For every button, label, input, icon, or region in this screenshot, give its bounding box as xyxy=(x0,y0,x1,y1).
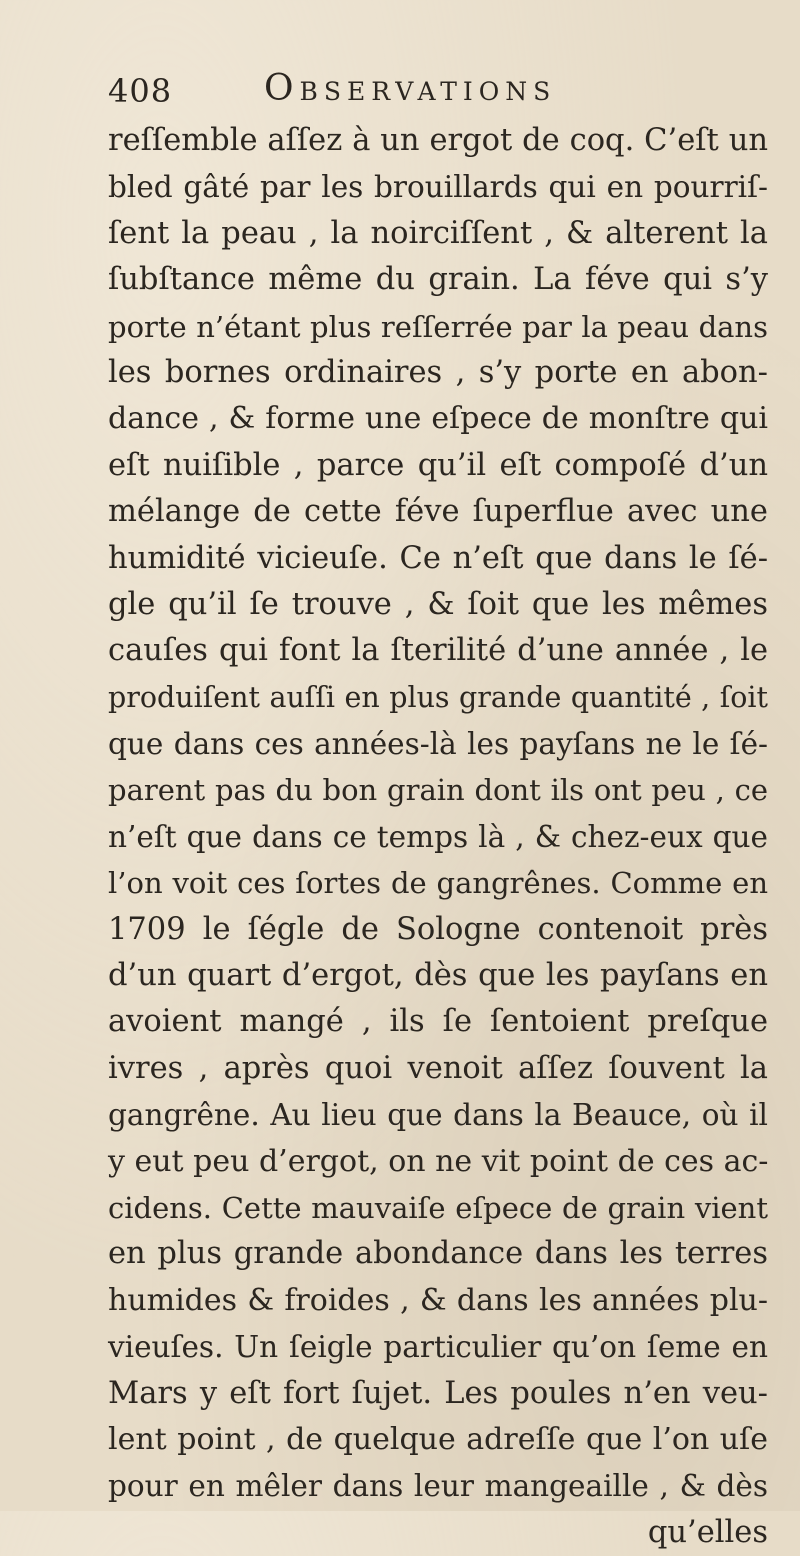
text-line: gangrêne. Au lieu que dans la Beauce, où il xyxy=(108,1098,768,1133)
text-line: Mars y eſt fort ſujet. Les poules n’en veu- xyxy=(108,1375,768,1411)
text-line: pour en mêler dans leur mangeaille , & dès xyxy=(108,1469,768,1504)
text-line: mélange de cette féve ſuperflue avec une xyxy=(108,494,768,530)
text-line: humides & froides , & dans les années plu- xyxy=(108,1282,768,1318)
text-line: ſent la peau , la noirciſſent , & alterent la xyxy=(108,215,768,251)
text-line: cauſes qui font la ſterilité d’une année , le xyxy=(108,633,768,669)
text-line: cidens. Cette mauvaiſe eſpece de grain vient xyxy=(108,1190,768,1225)
text-line: humidité vicieuſe. Ce n’eſt que dans le ſé- xyxy=(108,540,768,576)
text-line: n’eſt que dans ce temps là , & chez-eux que xyxy=(108,819,768,854)
page-header xyxy=(108,68,668,114)
text-line: bled gâté par les brouillards qui en pourriſ- xyxy=(108,170,768,205)
text-line: reſſemble aſſez à un ergot de coq. C’eſt un xyxy=(108,123,768,158)
text-line: avoient mangé , ils ſe ſentoient preſque xyxy=(108,1004,768,1040)
text-line: produiſent auſſi en plus grande quantité , ſoit xyxy=(108,680,768,714)
text-line: les bornes ordinaires , s’y porte en abon- xyxy=(108,354,768,390)
text-line: 1709 le ſégle de Sologne contenoit près xyxy=(108,911,768,947)
text-line: l’on voit ces ſortes de gangrênes. Comme en xyxy=(108,866,768,901)
text-line: que dans ces années-là les payſans ne le ſé- xyxy=(108,727,768,762)
text-line: y eut peu d’ergot, on ne vit point de ces ac- xyxy=(108,1143,769,1179)
text-line: lent point , de quelque adreſſe que l’on uſe xyxy=(108,1421,768,1457)
text-line: porte n’étant plus reſſerrée par la peau dans xyxy=(108,309,768,344)
text-line: gle qu’il ſe trouve , & ſoit que les mêmes xyxy=(108,586,768,622)
text-line: en plus grande abondance dans les terres xyxy=(108,1236,768,1272)
text-line: ivres , après quoi venoit aſſez ſouvent la xyxy=(108,1050,768,1086)
catchword: qu’elles xyxy=(647,1514,768,1550)
running-title: Observations xyxy=(264,68,557,109)
text-line: vieuſes. Un ſeigle particulier qu’on ſeme en xyxy=(108,1330,768,1365)
text-line: eſt nuiſible , parce qu’il eſt compoſé d’un xyxy=(108,447,768,483)
page-number: 408 xyxy=(108,72,173,110)
text-line: d’un quart d’ergot, dès que les payſans en xyxy=(108,958,768,994)
body-text xyxy=(108,118,768,1556)
text-line: ſubſtance même du grain. La féve qui s’y xyxy=(108,262,768,298)
text-line: dance , & forme une eſpece de monſtre qui xyxy=(108,401,768,437)
text-line: parent pas du bon grain dont ils ont peu , ce xyxy=(108,773,768,808)
